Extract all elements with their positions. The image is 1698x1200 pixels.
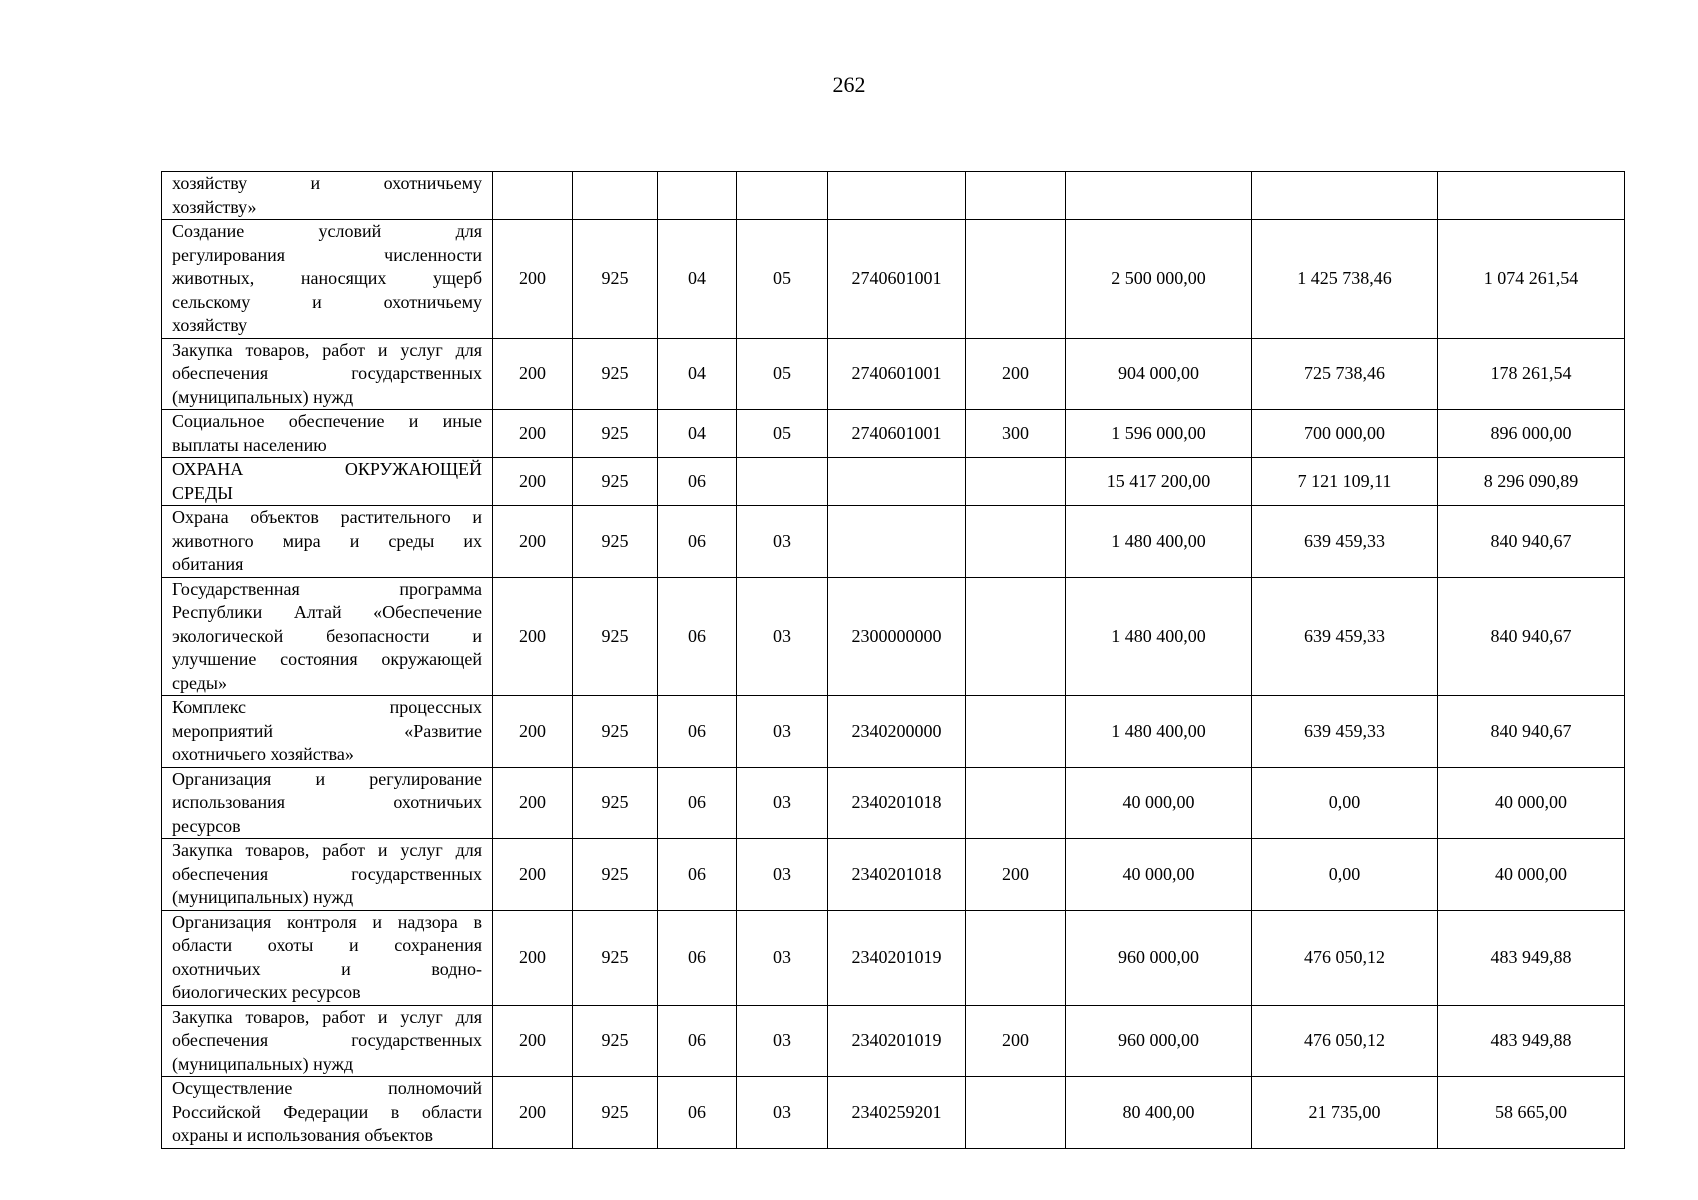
cell-podrazdel: 03 xyxy=(737,910,828,1005)
table-row xyxy=(162,338,1625,410)
cell-plan-amount: 1 480 400,00 xyxy=(1066,696,1252,768)
cell-name-line: хозяйству» xyxy=(172,196,257,217)
cell-name-line: обитания xyxy=(172,554,244,574)
cell-name-line: хозяйству и охотничьему xyxy=(172,173,482,193)
cell-remaining-amount: 840 940,67 xyxy=(1438,577,1625,696)
cell-glav: 200 xyxy=(493,1077,573,1149)
cell-name-line: использования охотничьих xyxy=(172,792,482,812)
cell-expense-type: 200 xyxy=(966,839,1066,911)
cell-name xyxy=(162,910,493,1005)
cell-target-article: 2740601001 xyxy=(828,220,966,339)
cell-name-line: Комплекс процессных xyxy=(172,697,482,717)
table-row xyxy=(162,220,1625,339)
table-row xyxy=(162,1005,1625,1077)
cell-podrazdel xyxy=(737,458,828,506)
cell-target-article xyxy=(828,506,966,578)
cell-target-article: 2740601001 xyxy=(828,410,966,458)
cell-executed-amount: 725 738,46 xyxy=(1252,338,1438,410)
table-body xyxy=(162,172,1625,1149)
cell-executed-amount: 0,00 xyxy=(1252,839,1438,911)
cell-remaining-amount: 178 261,54 xyxy=(1438,338,1625,410)
cell-plan-amount xyxy=(1066,172,1252,220)
cell-executed-amount: 1 425 738,46 xyxy=(1252,220,1438,339)
cell-expense-type xyxy=(966,458,1066,506)
cell-expense-type xyxy=(966,506,1066,578)
cell-glav: 200 xyxy=(493,220,573,339)
table-row xyxy=(162,1077,1625,1149)
table-row xyxy=(162,577,1625,696)
cell-podrazdel: 05 xyxy=(737,338,828,410)
cell-name-line: области охоты и сохранения xyxy=(172,935,482,955)
cell-remaining-amount: 58 665,00 xyxy=(1438,1077,1625,1149)
cell-name xyxy=(162,696,493,768)
cell-target-article: 2340259201 xyxy=(828,1077,966,1149)
cell-executed-amount: 7 121 109,11 xyxy=(1252,458,1438,506)
cell-code: 925 xyxy=(573,506,658,578)
cell-code: 925 xyxy=(573,458,658,506)
cell-target-article xyxy=(828,458,966,506)
cell-podrazdel: 03 xyxy=(737,577,828,696)
cell-name-line: обеспечения государственных xyxy=(172,363,482,383)
cell-name-line: Социальное обеспечение и иные xyxy=(172,411,482,431)
cell-executed-amount: 639 459,33 xyxy=(1252,696,1438,768)
cell-name-line: регулирования численности xyxy=(172,244,482,265)
cell-code: 925 xyxy=(573,1077,658,1149)
cell-executed-amount: 476 050,12 xyxy=(1252,1005,1438,1077)
cell-remaining-amount: 483 949,88 xyxy=(1438,1005,1625,1077)
cell-name-line: охотничьего хозяйства» xyxy=(172,744,354,764)
cell-glav: 200 xyxy=(493,767,573,839)
cell-remaining-amount: 840 940,67 xyxy=(1438,506,1625,578)
cell-name xyxy=(162,506,493,578)
cell-glav: 200 xyxy=(493,338,573,410)
cell-code: 925 xyxy=(573,767,658,839)
cell-plan-amount: 40 000,00 xyxy=(1066,839,1252,911)
cell-remaining-amount: 1 074 261,54 xyxy=(1438,220,1625,339)
cell-name-line: биологических ресурсов xyxy=(172,982,361,1002)
cell-expense-type: 200 xyxy=(966,338,1066,410)
cell-razdel: 06 xyxy=(658,767,737,839)
budget-table xyxy=(161,171,1625,1149)
cell-name-line: ОХРАНА ОКРУЖАЮЩЕЙ xyxy=(172,459,482,479)
cell-glav: 200 xyxy=(493,458,573,506)
cell-glav: 200 xyxy=(493,410,573,458)
cell-glav: 200 xyxy=(493,910,573,1005)
cell-code: 925 xyxy=(573,696,658,768)
cell-remaining-amount: 840 940,67 xyxy=(1438,696,1625,768)
cell-glav: 200 xyxy=(493,839,573,911)
cell-razdel: 06 xyxy=(658,910,737,1005)
table-row xyxy=(162,910,1625,1005)
cell-glav: 200 xyxy=(493,577,573,696)
cell-name xyxy=(162,767,493,839)
cell-razdel: 06 xyxy=(658,506,737,578)
cell-name-line: охотничьих и водно- xyxy=(172,958,482,979)
table-row xyxy=(162,696,1625,768)
table-row xyxy=(162,410,1625,458)
cell-name-line: обеспечения государственных xyxy=(172,1030,482,1050)
cell-podrazdel xyxy=(737,172,828,220)
cell-expense-type xyxy=(966,910,1066,1005)
cell-podrazdel: 03 xyxy=(737,506,828,578)
cell-name-line: Осуществление полномочий xyxy=(172,1078,482,1098)
cell-target-article: 2340201019 xyxy=(828,1005,966,1077)
cell-name-line: выплаты населению xyxy=(172,434,327,455)
cell-razdel: 04 xyxy=(658,338,737,410)
cell-name-line: экологической безопасности и xyxy=(172,625,482,646)
cell-plan-amount: 904 000,00 xyxy=(1066,338,1252,410)
cell-executed-amount: 700 000,00 xyxy=(1252,410,1438,458)
table-row xyxy=(162,506,1625,578)
cell-razdel: 04 xyxy=(658,220,737,339)
cell-name xyxy=(162,1077,493,1149)
cell-razdel: 06 xyxy=(658,696,737,768)
cell-plan-amount: 1 480 400,00 xyxy=(1066,506,1252,578)
cell-name xyxy=(162,410,493,458)
cell-name-line: хозяйству xyxy=(172,315,248,335)
cell-expense-type xyxy=(966,1077,1066,1149)
cell-expense-type xyxy=(966,172,1066,220)
cell-plan-amount: 40 000,00 xyxy=(1066,767,1252,839)
cell-code: 925 xyxy=(573,410,658,458)
cell-name-line: улучшение состояния окружающей xyxy=(172,649,482,669)
cell-glav: 200 xyxy=(493,1005,573,1077)
cell-target-article xyxy=(828,172,966,220)
cell-code: 925 xyxy=(573,839,658,911)
cell-remaining-amount xyxy=(1438,172,1625,220)
cell-target-article: 2740601001 xyxy=(828,338,966,410)
cell-code: 925 xyxy=(573,577,658,696)
cell-glav: 200 xyxy=(493,506,573,578)
cell-name xyxy=(162,220,493,339)
cell-executed-amount: 21 735,00 xyxy=(1252,1077,1438,1149)
cell-plan-amount: 960 000,00 xyxy=(1066,1005,1252,1077)
cell-plan-amount: 15 417 200,00 xyxy=(1066,458,1252,506)
cell-podrazdel: 03 xyxy=(737,839,828,911)
cell-remaining-amount: 896 000,00 xyxy=(1438,410,1625,458)
cell-target-article: 2340200000 xyxy=(828,696,966,768)
cell-podrazdel: 03 xyxy=(737,1005,828,1077)
cell-name-line: (муниципальных) нужд xyxy=(172,887,354,907)
cell-plan-amount: 80 400,00 xyxy=(1066,1077,1252,1149)
cell-name-line: животного мира и среды их xyxy=(172,530,482,551)
cell-target-article: 2340201018 xyxy=(828,767,966,839)
cell-plan-amount: 1 596 000,00 xyxy=(1066,410,1252,458)
cell-code: 925 xyxy=(573,220,658,339)
cell-name-line: среды» xyxy=(172,672,227,693)
cell-executed-amount: 639 459,33 xyxy=(1252,506,1438,578)
cell-name xyxy=(162,1005,493,1077)
cell-name-line: Государственная программа xyxy=(172,578,482,599)
cell-plan-amount: 1 480 400,00 xyxy=(1066,577,1252,696)
cell-name-line: Организация и регулирование xyxy=(172,768,482,789)
cell-name xyxy=(162,338,493,410)
cell-glav: 200 xyxy=(493,696,573,768)
cell-executed-amount: 0,00 xyxy=(1252,767,1438,839)
cell-plan-amount: 960 000,00 xyxy=(1066,910,1252,1005)
cell-name-line: животных, наносящих ущерб xyxy=(172,268,482,288)
cell-razdel: 04 xyxy=(658,410,737,458)
cell-podrazdel: 05 xyxy=(737,220,828,339)
cell-name-line: (муниципальных) нужд xyxy=(172,1053,354,1074)
cell-name-line: Охрана объектов растительного и xyxy=(172,507,482,527)
cell-name xyxy=(162,458,493,506)
cell-name-line: Российской Федерации в области xyxy=(172,1101,482,1122)
table-row xyxy=(162,767,1625,839)
cell-name-line: мероприятий «Развитие xyxy=(172,720,482,741)
cell-expense-type: 300 xyxy=(966,410,1066,458)
table-row xyxy=(162,172,1625,220)
cell-expense-type xyxy=(966,767,1066,839)
cell-name-line: Организация контроля и надзора в xyxy=(172,911,482,932)
cell-name-line: охраны и использования объектов xyxy=(172,1125,434,1145)
cell-code xyxy=(573,172,658,220)
cell-target-article: 2340201018 xyxy=(828,839,966,911)
cell-code: 925 xyxy=(573,1005,658,1077)
cell-executed-amount xyxy=(1252,172,1438,220)
cell-target-article: 2300000000 xyxy=(828,577,966,696)
cell-remaining-amount: 8 296 090,89 xyxy=(1438,458,1625,506)
cell-glav xyxy=(493,172,573,220)
cell-name-line: Закупка товаров, работ и услуг для xyxy=(172,840,482,860)
cell-podrazdel: 03 xyxy=(737,767,828,839)
cell-razdel: 06 xyxy=(658,577,737,696)
cell-name xyxy=(162,839,493,911)
cell-name-line: сельскому и охотничьему xyxy=(172,291,482,312)
cell-name xyxy=(162,172,493,220)
cell-name-line: Создание условий для xyxy=(172,221,482,241)
page-number: 262 xyxy=(832,72,866,97)
cell-executed-amount: 476 050,12 xyxy=(1252,910,1438,1005)
cell-name-line: (муниципальных) нужд xyxy=(172,386,354,407)
cell-expense-type xyxy=(966,696,1066,768)
cell-name-line: Республики Алтай «Обеспечение xyxy=(172,602,482,622)
cell-remaining-amount: 40 000,00 xyxy=(1438,767,1625,839)
cell-name-line: СРЕДЫ xyxy=(172,482,233,503)
cell-razdel: 06 xyxy=(658,1005,737,1077)
cell-plan-amount: 2 500 000,00 xyxy=(1066,220,1252,339)
cell-razdel xyxy=(658,172,737,220)
cell-name-line: обеспечения государственных xyxy=(172,863,482,884)
cell-name-line: Закупка товаров, работ и услуг для xyxy=(172,1006,482,1027)
cell-expense-type: 200 xyxy=(966,1005,1066,1077)
cell-target-article: 2340201019 xyxy=(828,910,966,1005)
cell-name-line: Закупка товаров, работ и услуг для xyxy=(172,339,482,360)
cell-code: 925 xyxy=(573,910,658,1005)
cell-executed-amount: 639 459,33 xyxy=(1252,577,1438,696)
cell-podrazdel: 03 xyxy=(737,696,828,768)
cell-podrazdel: 03 xyxy=(737,1077,828,1149)
cell-remaining-amount: 40 000,00 xyxy=(1438,839,1625,911)
table-row xyxy=(162,458,1625,506)
cell-code: 925 xyxy=(573,338,658,410)
cell-razdel: 06 xyxy=(658,458,737,506)
cell-razdel: 06 xyxy=(658,1077,737,1149)
table-row xyxy=(162,839,1625,911)
cell-remaining-amount: 483 949,88 xyxy=(1438,910,1625,1005)
cell-expense-type xyxy=(966,577,1066,696)
cell-name xyxy=(162,577,493,696)
cell-podrazdel: 05 xyxy=(737,410,828,458)
cell-expense-type xyxy=(966,220,1066,339)
cell-name-line: ресурсов xyxy=(172,815,241,836)
cell-razdel: 06 xyxy=(658,839,737,911)
